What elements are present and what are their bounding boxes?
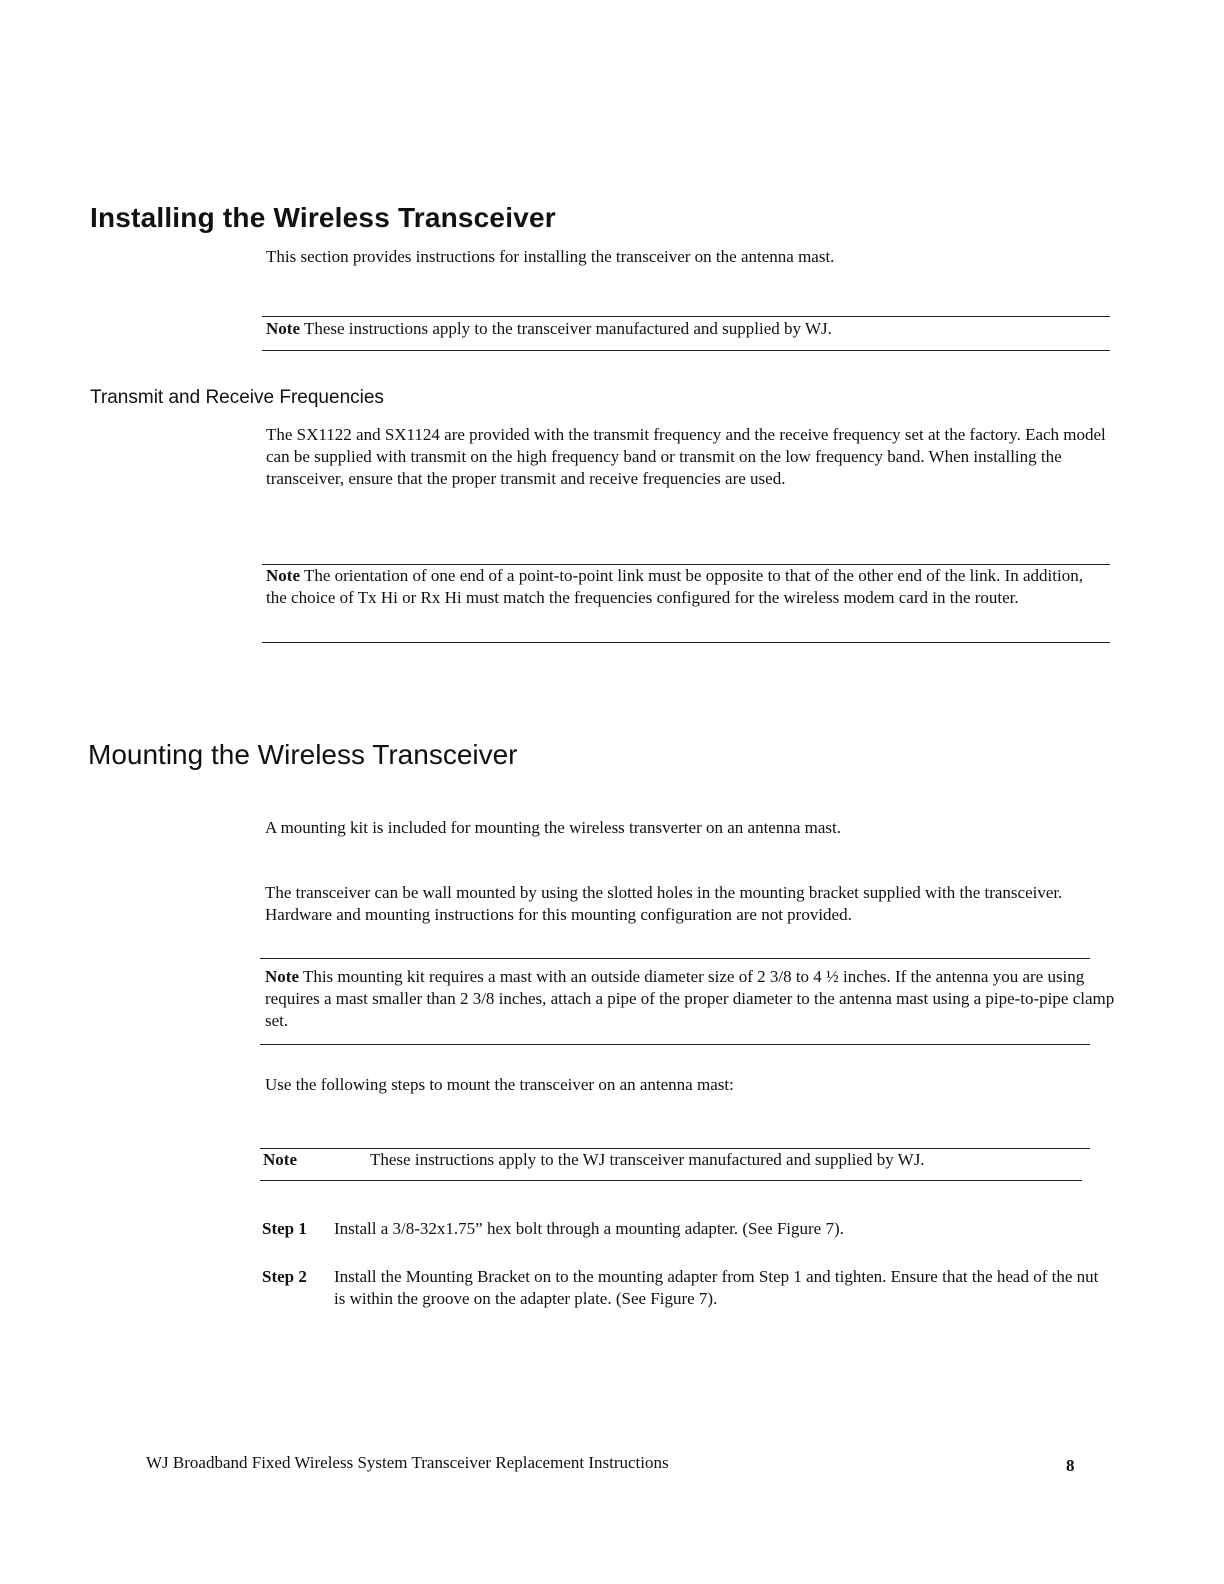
step-text: Install a 3/8-32x1.75” hex bolt through a mounting adapter. (See Figure 7).: [334, 1219, 844, 1238]
note-rule-bottom: [260, 1044, 1090, 1045]
frequencies-paragraph: The SX1122 and SX1124 are provided with the transmit frequency and the receive frequency set at the factory. Each model can be supplied with transmit on the high frequency band or transmit on the low frequency band. When installing the transceiver, ensure that the proper transmit and receive frequencies are used.: [266, 425, 1106, 488]
section-title-installing: Installing the Wireless Transceiver: [90, 202, 556, 233]
step-label: Step 2: [262, 1267, 307, 1286]
mounting-para-3: Use the following steps to mount the transceiver on an antenna mast:: [265, 1075, 734, 1094]
footer-title: WJ Broadband Fixed Wireless System Transceiver Replacement Instructions: [146, 1453, 669, 1472]
mounting-para-1: A mounting kit is included for mounting the wireless transverter on an antenna mast.: [265, 818, 841, 837]
note-label: Note: [266, 566, 300, 585]
note-rule-top: [262, 316, 1110, 317]
note-text: This mounting kit requires a mast with an outside diameter size of 2 3/8 to 4 ½ inches. If the antenna you are using requires a mast smaller than 2 3/8 inches, attach a pipe of the proper diameter to the antenna mast using a pipe-to-pipe clamp set.: [265, 967, 1115, 1030]
step-item: [262, 1266, 1112, 1314]
step-text: Install the Mounting Bracket on to the mounting adapter from Step 1 and tighten. Ensure that the head of the nut is within the groove on the adapter plate. (See Figure 7).: [334, 1267, 1099, 1308]
note-rule-bottom: [262, 642, 1110, 643]
mounting-para-2: The transceiver can be wall mounted by using the slotted holes in the mounting bracket supplied with the transceiver. Hardware and mounting instructions for this mounting configuration are not provided.: [265, 883, 1063, 924]
step-item: [262, 1218, 1112, 1242]
note-installing: [266, 318, 1106, 340]
note-label: Note: [263, 1150, 297, 1169]
note-label: Note: [266, 319, 300, 338]
note-rule-top: [260, 958, 1090, 959]
note-mast-diameter: [265, 966, 1115, 1032]
subsection-title-frequencies: Transmit and Receive Frequencies: [90, 387, 384, 408]
note-label: Note: [265, 967, 299, 986]
note-text: These instructions apply to the WJ transceiver manufactured and supplied by WJ.: [370, 1150, 925, 1169]
section-intro: This section provides instructions for installing the transceiver on the antenna mast.: [266, 247, 835, 266]
page-number: 8: [1066, 1456, 1075, 1475]
note-text: The orientation of one end of a point-to-point link must be opposite to that of the other end of the link. In addition, the choice of Tx Hi or Rx Hi must match the frequencies configured for the wireless modem card in the router.: [266, 566, 1083, 607]
note-wj-transceiver: [263, 1149, 1103, 1173]
section-title-mounting: Mounting the Wireless Transceiver: [88, 739, 518, 770]
step-label: Step 1: [262, 1219, 307, 1238]
note-text: These instructions apply to the transceiver manufactured and supplied by WJ.: [303, 319, 832, 338]
note-rule-bottom: [262, 350, 1110, 351]
note-rule-bottom: [260, 1180, 1082, 1181]
note-orientation: [266, 565, 1106, 609]
